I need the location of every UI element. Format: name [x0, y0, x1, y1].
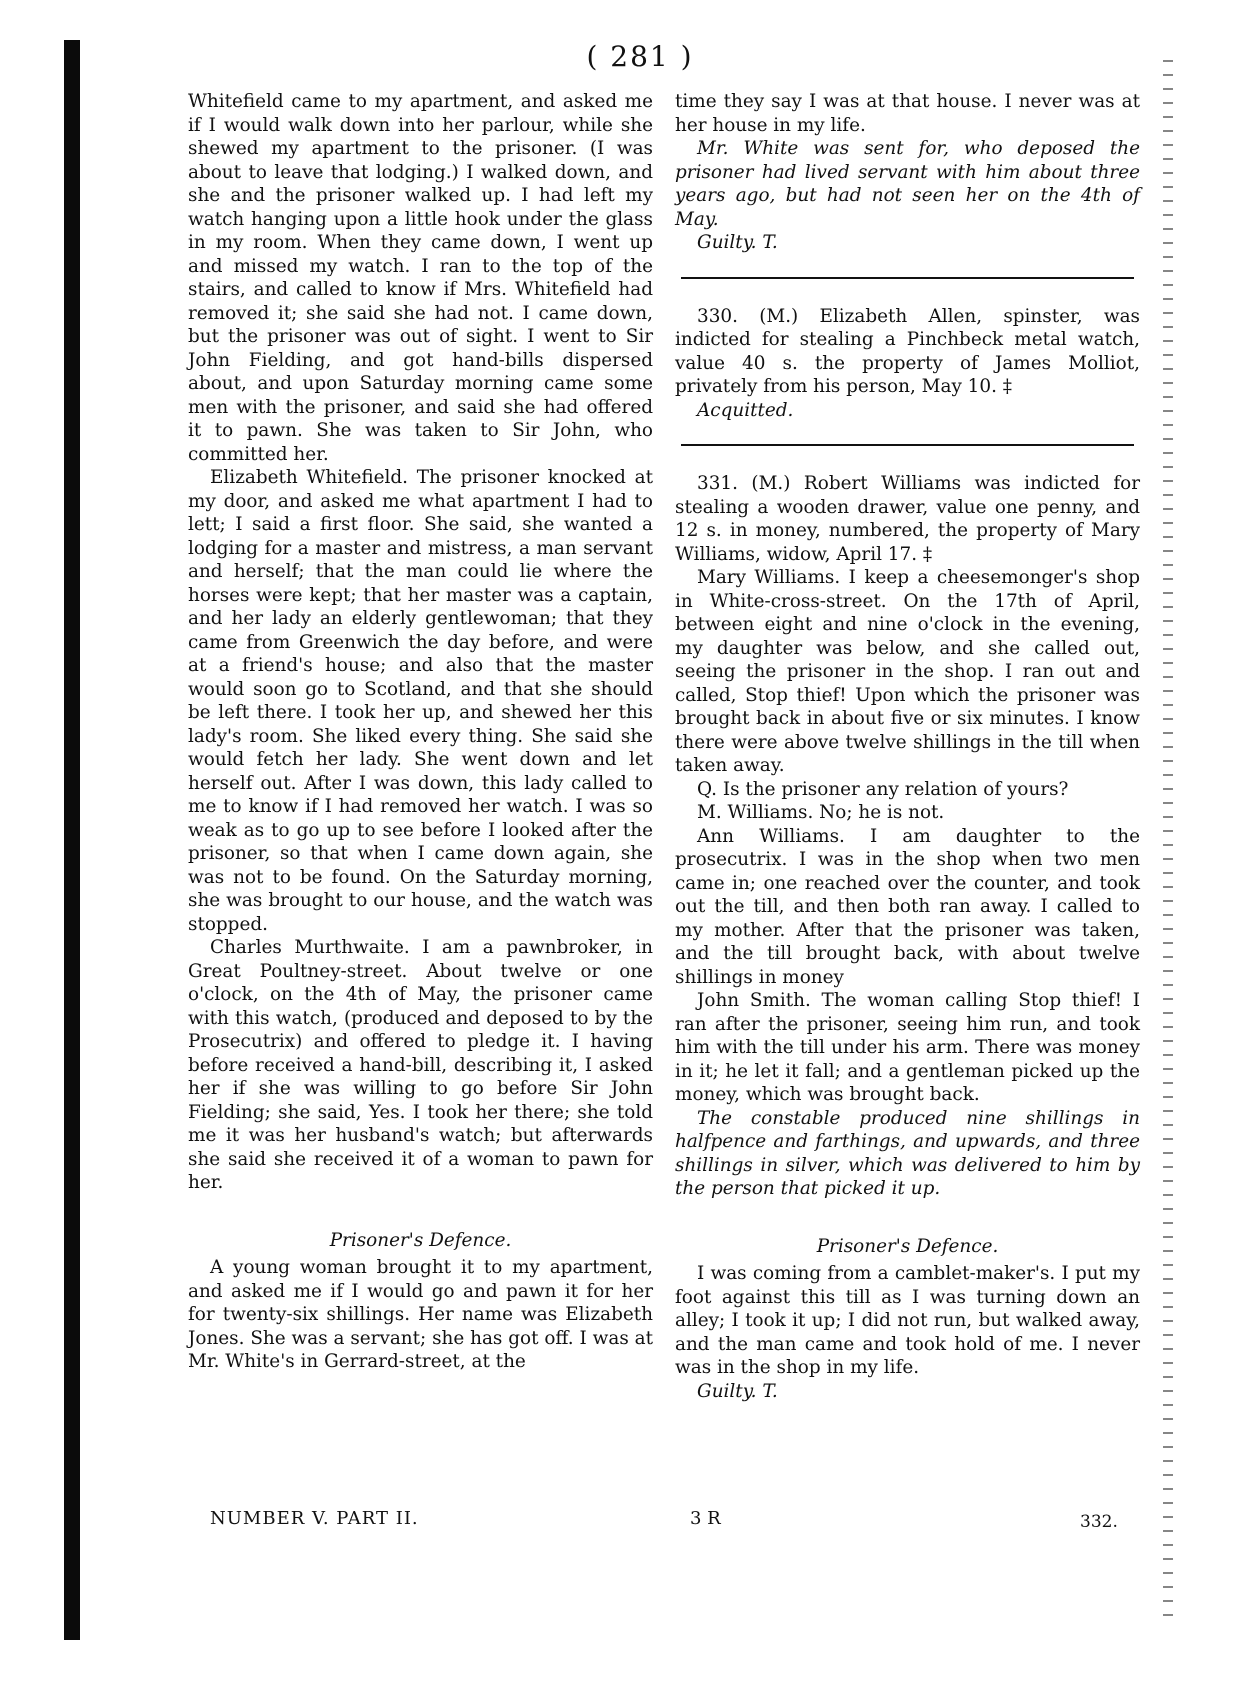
footer-part-label: NUMBER V. PART II. — [210, 1508, 419, 1529]
paragraph: Mr. White was sent for, who deposed the prisoner had lived servant with him about three years ago, but had not seen her on the 4th of May. — [675, 138, 1140, 230]
paragraph: John Smith. The woman calling Stop thief! I ran after the prisoner, seeing him run, and took him with the till under his arm. There was money in it; he let it fall; and a gentleman picked up the money, which was brought back. — [675, 990, 1140, 1105]
verdict: Acquitted. — [697, 399, 794, 421]
paragraph: The constable produced nine shillings in halfpence and farthings, and upwards, and three shillings in silver, which was delivered to him by the person that picked it up. — [675, 1107, 1140, 1199]
verdict: Guilty. T. — [697, 232, 778, 253]
paragraph: Charles Murthwaite. I am a pawnbroker, in Great Poultney-street. About twelve or one o'clock, on the 4th of May, the prisoner came with this watch, (produced and deposed to by the Prosecutrix) and offered to pledge it. I having before received a hand-bill, describing it, I asked her if she was willing to go before Sir John Fielding; she said, Yes. I took her there; she told me it was her husband's watch; but afterwards she said she received it of a woman to pawn for her. — [188, 937, 653, 1193]
paragraph: Elizabeth Whitefield. The prisoner knocked at my door, and asked me what apartment I had to lett; I said a first floor. She said, she wanted a lodging for a master and mistress, a man servant and herself; that the man could lie where the horses were kept; that her master was a captain, and her lady an elderly gentlewoman; that they came from Greenwich the day before, and were at a friend's house; and also that the master would soon go to Scotland, and that she should be left there. I took her up, and shewed her this lady's room. She liked every thing. She said she would fetch her lady. She went down and let herself out. After I was down, this lady called to me to know if I had removed her watch. I was so weak as to go up to see before I looked after the prisoner, so that when I came down again, she was not to be found. On the Saturday morning, she was brought to our house, and the watch was stopped. — [188, 467, 653, 935]
catchword: 332. — [1080, 1512, 1118, 1532]
paragraph: M. Williams. No; he is not. — [697, 802, 945, 823]
binding-spine — [64, 40, 80, 1640]
page-edge-specks — [1163, 60, 1173, 1620]
section-heading: Prisoner's Defence. — [329, 1229, 512, 1251]
paragraph: A young woman brought it to my apartment, and asked me if I would go and pawn it for her for twenty-six shillings. Her name was Elizabeth Jones. She was a servant; she has got off. I was at Mr. White's in Gerrard-street, at the — [188, 1257, 653, 1372]
paragraph: Ann Williams. I am daughter to the prosecutrix. I was in the shop when two men came in; one reached over the counter, and took out the till, and then both ran away. I called to my mother. After that the prisoner was taken, and the till brought back, with about twelve shillings in money — [675, 825, 1140, 988]
paragraph: Whitefield came to my apartment, and asked me if I would walk down into her parlour, while she shewed my apartment to the prisoner. (I was about to leave that lodging.) I walked down, and she and the prisoner walked up. I had left my watch hanging upon a little hook under the glass in my room. When they came down, I went up and missed my watch. I ran to the top of the stairs, and called to know if Mrs. Whitefield had removed it; she said she had not. I came down, but the prisoner was out of sight. I went to Sir John Fielding, and got hand-bills dispersed about, and upon Saturday morning came some men with the prisoner, and said she had offered it to pawn. She was taken to Sir John, who committed her. — [188, 91, 653, 465]
paragraph: Q. Is the prisoner any relation of yours? — [697, 778, 1069, 800]
signature-mark: 3 R — [690, 1508, 721, 1529]
paragraph: time they say I was at that house. I never was at her house in my life. — [675, 91, 1140, 136]
paragraph: Mary Williams. I keep a cheesemonger's shop in White-cross-street. On the 17th of April, between eight and nine o'clock in the evening, my daughter was below, and she called out, seeing the prisoner in the shop. I ran out and called, Stop thief! Upon which the prisoner was brought back in about five or six minutes. I know there were above twelve shillings in the till when taken away. — [675, 567, 1140, 776]
case-paragraph: 331. (M.) Robert Williams was indicted for stealing a wooden drawer, value one penny, and 12 s. in money, numbered, the property of Mary Williams, widow, April 17. ‡ — [675, 473, 1140, 565]
right-column — [675, 90, 1140, 1403]
section-rule — [681, 444, 1134, 446]
paragraph: I was coming from a camblet-maker's. I put my foot against this till as I was turning down an alley; I took it up; I did not run, but walked away, and the man came and took hold of me. I never was in the shop in my life. — [675, 1263, 1140, 1378]
section-rule — [681, 277, 1134, 279]
page-number: ( 281 ) — [586, 40, 694, 73]
case-paragraph: 330. (M.) Elizabeth Allen, spinster, was indicted for stealing a Pinchbeck metal watch, value 40 s. the property of James Molliot, privately from his person, May 10. ‡ — [675, 305, 1140, 397]
left-column — [188, 90, 653, 1374]
section-heading: Prisoner's Defence. — [816, 1235, 999, 1257]
verdict: Guilty. T. — [697, 1380, 778, 1402]
